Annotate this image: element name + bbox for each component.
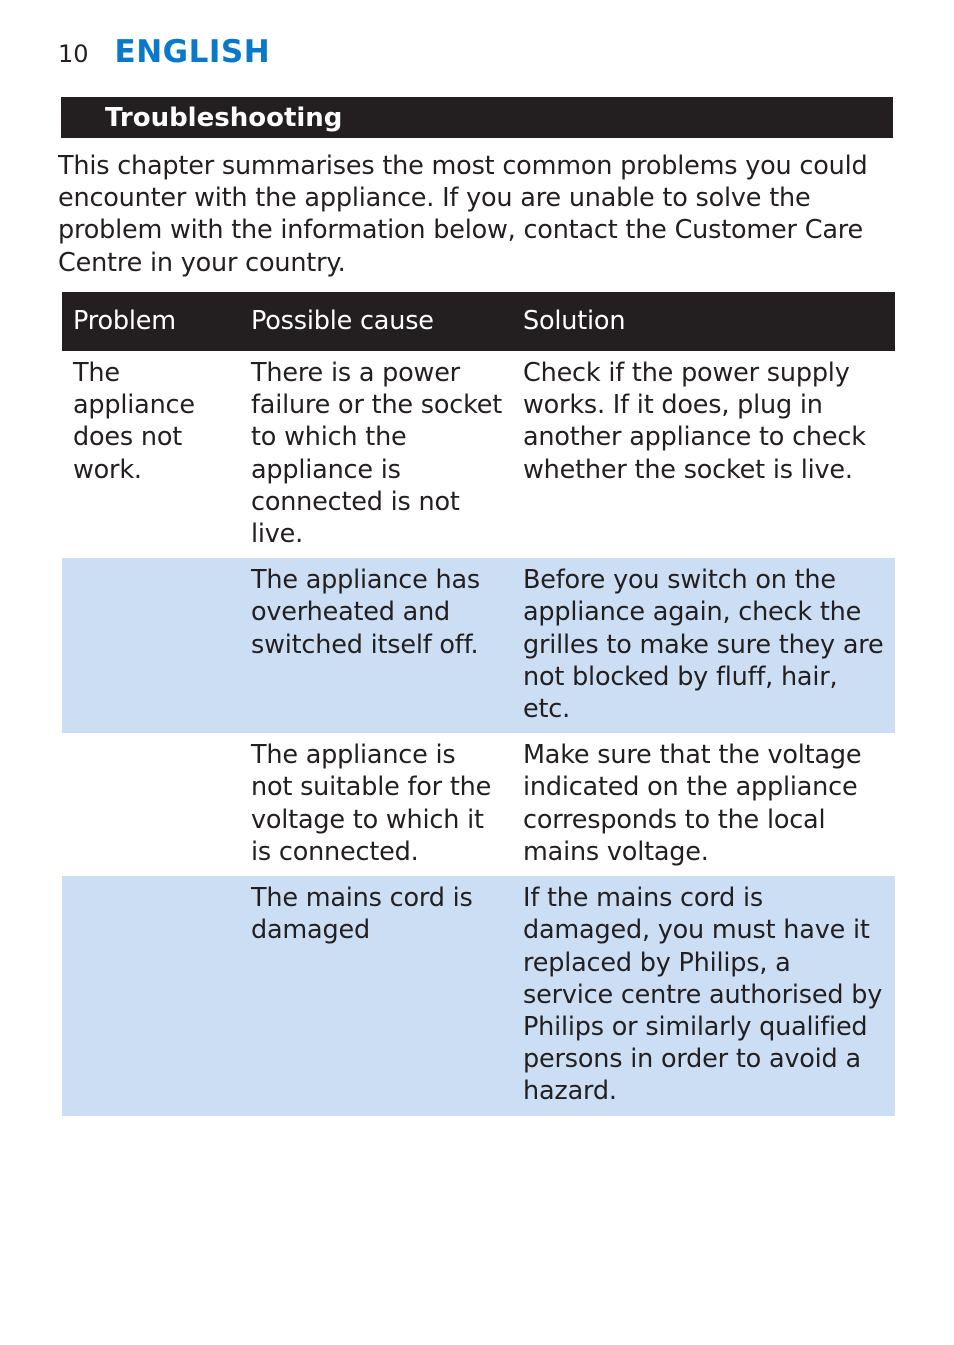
header-problem: Problem <box>62 292 240 351</box>
cell-cause: The mains cord is damaged <box>240 876 512 1115</box>
page-number: 10 <box>58 40 89 68</box>
page-header <box>58 34 270 74</box>
cell-cause: The appliance is not suitable for the voltage to which it is connected. <box>251 740 492 867</box>
cell-solution: If the mains cord is damaged, you must have it replaced by Philips, a service centre authorised by Philips or similarly qualified persons in order to avoid a hazard. <box>512 876 895 1115</box>
section-title-bar <box>61 97 893 138</box>
intro-paragraph: This chapter summarises the most common problems you could encounter with the appliance. If you are unable to solve the problem with the information below, contact the Customer Care Centre in your country. <box>58 151 868 278</box>
table-header-row <box>62 292 895 351</box>
cell-problem <box>62 733 240 876</box>
troubleshooting-table <box>62 292 895 1116</box>
cell-cause: The appliance has overheated and switched itself off. <box>240 558 512 733</box>
header-possible-cause: Possible cause <box>240 292 512 351</box>
table-row <box>62 351 895 558</box>
cell-solution: Before you switch on the appliance again, check the grilles to make sure they are not blocked by fluff, hair, etc. <box>512 558 895 733</box>
cell-problem <box>62 876 240 1115</box>
cell-solution: Check if the power supply works. If it does, plug in another appliance to check whether the socket is live. <box>523 358 866 485</box>
table-header <box>62 292 895 351</box>
cell-problem <box>62 558 240 733</box>
cell-problem: The appliance does not work. <box>73 358 195 485</box>
language-label: ENGLISH <box>114 34 271 70</box>
table-body <box>62 351 895 1116</box>
cell-solution: Make sure that the voltage indicated on the appliance corresponds to the local mains voltage. <box>523 740 862 867</box>
table-row <box>62 733 895 876</box>
header-solution: Solution <box>512 292 895 351</box>
section-title: Troubleshooting <box>105 102 343 133</box>
table-row <box>62 558 895 733</box>
table-row <box>62 876 895 1115</box>
cell-cause: There is a power failure or the socket to which the appliance is connected is not live. <box>251 358 503 550</box>
